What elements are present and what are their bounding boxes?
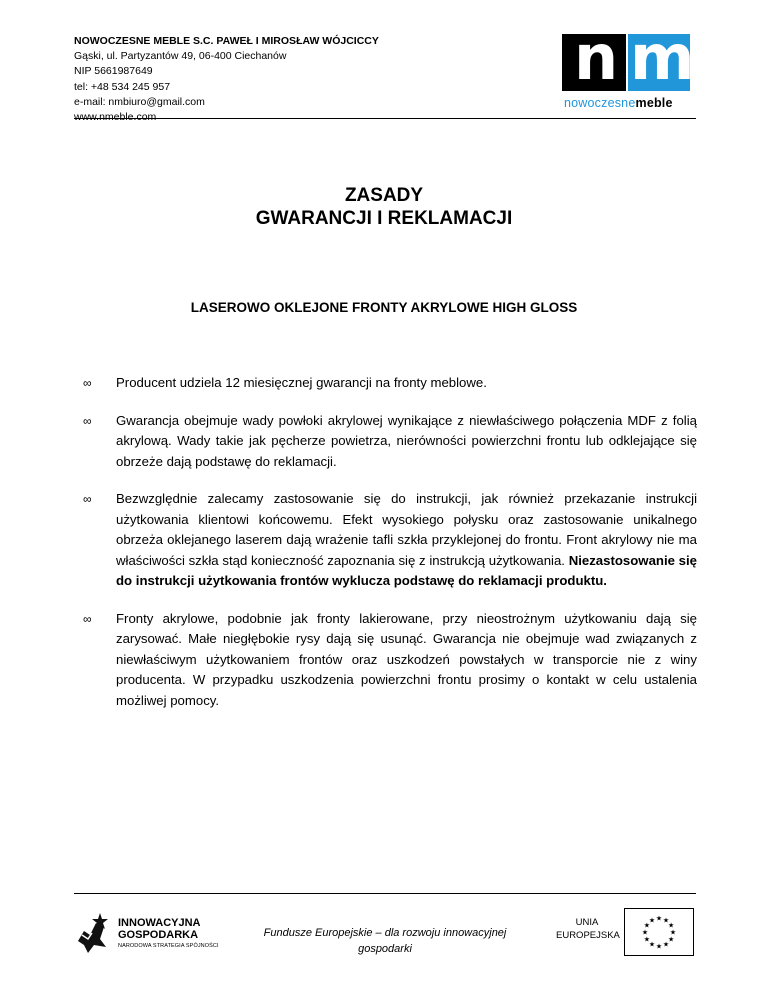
list-item-bold-text: Niezastosowanie się do instrukcji użytkowania frontów wyklucza podstawę do reklamacji produktu. — [116, 552, 697, 588]
innowacyjna-gospodarka-logo — [74, 907, 224, 963]
header-divider — [74, 118, 696, 119]
ig-title — [118, 917, 201, 941]
logo-wordmark — [564, 96, 673, 110]
ig-subtitle: NARODOWA STRATEGIA SPÓJNOŚCI — [118, 943, 219, 949]
infinity-bullet-icon: ∞ — [83, 376, 92, 390]
eu-star-icon: ★ — [643, 936, 651, 944]
eu-flag-icon — [624, 908, 694, 956]
document-title-line2: GWARANCJI I REKLAMACJI — [255, 208, 513, 229]
company-phone: tel: +48 534 245 957 — [74, 80, 171, 93]
eu-star-icon: ★ — [641, 929, 649, 937]
infinity-bullet-icon: ∞ — [83, 611, 92, 626]
eu-star-icon: ★ — [667, 936, 675, 944]
list-item — [83, 489, 697, 592]
company-address: Gąski, ul. Partyzantów 49, 06-400 Ciechanów — [74, 50, 287, 63]
logo-black-square — [562, 21, 626, 94]
eu-star-icon: ★ — [643, 922, 651, 930]
ig-title-line1: INNOWACYJNA — [118, 917, 201, 929]
eu-star-icon: ★ — [667, 922, 675, 930]
footer-divider — [74, 893, 696, 894]
list-item — [83, 609, 697, 712]
eu-star-icon: ★ — [648, 917, 656, 925]
section-subtitle: LASEROWO OKLEJONE FRONTY AKRYLOWE HIGH GLOSS — [190, 300, 578, 315]
eu-star-icon: ★ — [655, 943, 663, 951]
eu-star-icon: ★ — [662, 917, 670, 925]
company-email: e-mail: nmbiuro@gmail.com — [74, 95, 205, 108]
eu-star-icon: ★ — [648, 941, 656, 949]
footer-slogan-line2: gospodarki — [358, 943, 412, 955]
eu-star-icon: ★ — [669, 929, 677, 937]
list-item-text: Bezwzględnie zalecamy zastosowanie się do instrukcji, jak również przekazanie instrukcji użytkowania klientowi końcowemu. Efekt wysokiego połysku oraz zastosowanie unikalnego obrzeża oklejanego laserem dają wrażenie tafli szkła przyklejonej do frontu. Front akrylowy nie ma właściwości szkła stąd konieczność zapoznania się z instrukcją użytkowania. — [116, 491, 697, 568]
eu-star-icon: ★ — [655, 915, 663, 923]
ig-title-line2: GOSPODARKA — [118, 929, 199, 941]
company-name: NOWOCZESNE MEBLE S.C. PAWEŁ I MIROSŁAW WÓJCICCY — [74, 35, 379, 47]
list-item-text: Gwarancja obejmuje wady powłoki akrylowej wynikające z niewłaściwego połączenia MDF z folią akrylową. Wady takie jak pęcherze powietrza, nierówności powierzchni frontu lub odklejające się obrzeże dają podstawę do reklamacji. — [116, 412, 697, 469]
list-item-text: Producent udziela 12 miesięcznej gwarancji na fronty meblowe. — [116, 375, 487, 390]
infinity-bullet-icon: ∞ — [83, 492, 92, 506]
footer-slogan-line1: Fundusze Europejskie – dla rozwoju innowacyjnej — [263, 927, 507, 939]
footer-slogan — [250, 925, 520, 957]
innowacyjna-gospodarka-emblem-icon — [74, 911, 110, 955]
eu-label-line2: EUROPEJSKA — [556, 930, 620, 941]
logo-letter-n: n — [574, 21, 619, 94]
list-item — [83, 373, 697, 394]
infinity-bullet-icon: ∞ — [83, 413, 92, 428]
logo-letter-m: m — [630, 21, 695, 94]
logo-wordmark-part1: nowoczesne — [564, 96, 636, 110]
warranty-terms-list — [83, 373, 697, 728]
list-item — [83, 411, 697, 473]
logo-wordmark-part2: meble — [635, 96, 673, 110]
logo-blue-square — [628, 21, 695, 94]
nowoczesne-meble-logo — [562, 21, 696, 114]
document-title-line1: ZASADY — [344, 185, 424, 206]
eu-label — [556, 916, 618, 942]
eu-label-line1: UNIA — [575, 917, 599, 928]
eu-star-icon: ★ — [662, 941, 670, 949]
company-nip: NIP 5661987649 — [74, 65, 153, 78]
company-info — [74, 34, 379, 125]
list-item-text: Fronty akrylowe, podobnie jak fronty lakierowane, przy nieostrożnym użytkowaniu dają się zarysować. Małe niegłębokie rysy dają się usunąć. Gwarancja nie obejmuje wad związanych z niewłaściwym użytkowaniem frontów oraz uszkodzeń powstałych w transporcie nie z winy producenta. W przypadku uszkodzenia powierzchni frontu prosimy o kontakt w celu ustalenia możliwej pomocy. — [116, 610, 697, 708]
